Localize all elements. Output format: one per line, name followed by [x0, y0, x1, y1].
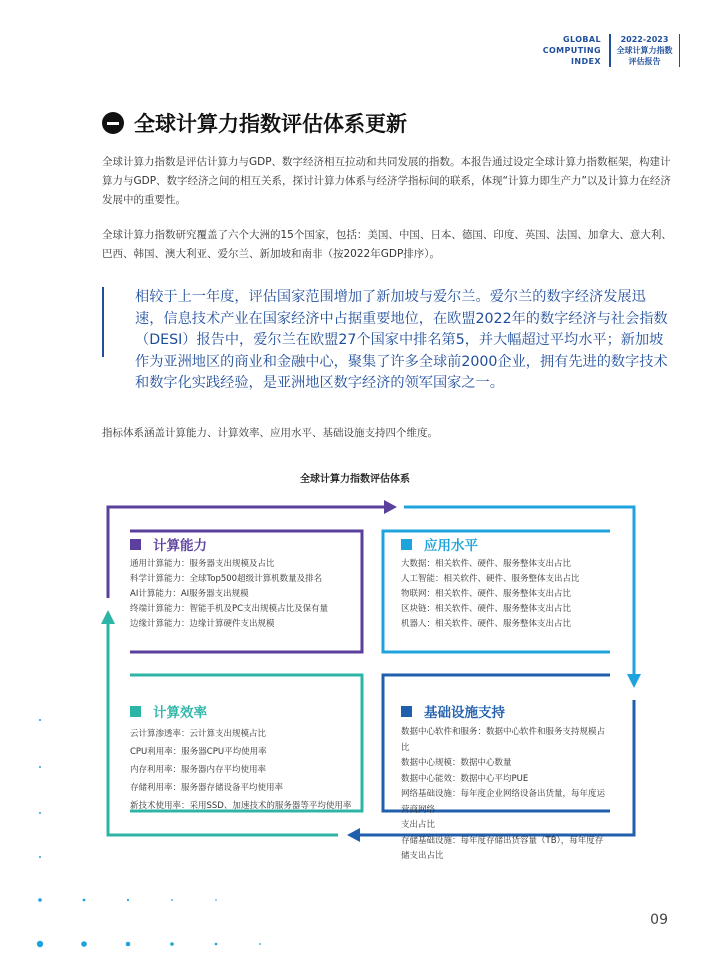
list-item: 新技术使用率：采用SSD、加速技术的服务器等平均使用率 — [130, 801, 352, 811]
list-item: 边缘计算能力：边缘计算硬件支出规模 — [130, 619, 275, 629]
quadrant-items-compute-capability — [130, 557, 355, 632]
list-item: 科学计算能力：全球Top500超级计算机数量及排名 — [130, 574, 323, 584]
quadrant-items-compute-efficiency — [130, 725, 355, 815]
square-icon — [130, 539, 141, 550]
header-line: 2022-2023 — [620, 35, 669, 44]
square-icon — [130, 706, 141, 717]
quadrant-items-application-level — [401, 557, 606, 632]
quadrant-title-infrastructure — [401, 701, 505, 721]
header-line: GLOBAL — [563, 35, 601, 44]
header-line: 评估报告 — [628, 57, 661, 66]
header-line: COMPUTING — [542, 46, 601, 55]
diagram-title: 全球计算力指数评估体系 — [300, 474, 410, 485]
list-item: AI计算能力：AI服务器支出规模 — [130, 589, 249, 599]
list-item: 支出占比 — [401, 820, 436, 830]
list-item: 数据中心能效：数据中心平均PUE — [401, 773, 529, 784]
list-item: 数据中心软件和服务：数据中心软件和服务支持规模占比 — [401, 727, 606, 753]
list-item: 物联网：相关软件、硬件、服务整体支出占比 — [401, 589, 572, 599]
square-icon — [401, 706, 412, 717]
header-line: 全球计算力指数 — [616, 46, 673, 55]
quadrant-title-text: 计算效率 — [153, 705, 207, 721]
list-item: 区块链：相关软件、硬件、服务整体支出占比 — [401, 604, 572, 614]
quadrant-title-compute-efficiency — [130, 701, 207, 721]
paragraph: 全球计算力指数是评估计算力与GDP、数字经济相互拉动和共同发展的指数。本报告通过设定全球计算力指数框架，构建计算力与GDP、数字经济之间的相互关系，探讨计算力体系与经济学指标间的联系，体现“计算力即生产力”以及计算力在经济发展中的重要性。 — [102, 156, 671, 206]
quadrant-title-text: 基础设施支持 — [424, 705, 505, 721]
list-item: 人工智能：相关软件、硬件、服务整体支出占比 — [401, 574, 580, 584]
list-item: 大数据：相关软件、硬件、服务整体支出占比 — [401, 559, 572, 569]
list-item: 机器人：相关软件、硬件、服务整体支出占比 — [401, 619, 572, 629]
list-item: 数据中心规模：数据中心数量 — [401, 758, 512, 768]
quote-text: 相较于上一年度，评估国家范围增加了新加坡与爱尔兰。爱尔兰的数字经济发展迅速，信息技术产业在国家经济中占据重要地位，在欧盟2022年的数字经济与社会指数（DESI）报告中，爱尔兰在欧盟27个国家中排名第5，并大幅超过平均水平；新加坡作为亚洲地区的商业和金融中心，聚集了许多全球前2000企业，拥有先进的数字技术和数字化实践经验，是亚洲地区数字经济的领军国家之一。 — [135, 289, 668, 391]
list-item: CPU利用率：服务器CPU平均使用率 — [130, 747, 267, 757]
quadrant-title-text: 计算能力 — [153, 538, 207, 554]
quadrant-title-text: 应用水平 — [424, 538, 478, 554]
list-item: 存储利用率：服务器存储设备平均使用率 — [130, 783, 284, 793]
quadrant-title-application-level — [401, 534, 478, 554]
header-line: INDEX — [571, 57, 601, 66]
purple-arrow-head — [384, 500, 397, 514]
list-item: 存储基础设施：每年度存储出货容量（TB），每年度存储支出占比 — [401, 835, 604, 861]
square-icon — [401, 539, 412, 550]
list-item: 终端计算能力：智能手机及PC支出规模占比及保有量 — [130, 604, 329, 614]
list-item: 内存利用率：服务器内存平均使用率 — [130, 765, 267, 775]
list-item: 网络基础设施：每年度企业网络设备出货量，每年度运营商网络 — [401, 789, 606, 815]
dimension-intro: 指标体系涵盖计算能力、计算效率、应用水平、基础设施支持四个维度。 — [102, 427, 438, 439]
list-item: 云计算渗透率：云计算支出规模占比 — [130, 729, 267, 739]
section-title-text: 全球计算力指数评估体系更新 — [134, 112, 407, 136]
page-number: 09 — [650, 912, 668, 928]
list-item: 通用计算能力：服务器支出规模及占比 — [130, 559, 275, 569]
quadrant-items-infrastructure — [401, 725, 606, 865]
teal-arrow-head — [101, 610, 115, 624]
sky-arrow-head — [627, 674, 641, 688]
paragraph: 全球计算力指数研究覆盖了六个大洲的15个国家，包括：美国、中国、日本、德国、印度、英国、法国、加拿大、意大利、巴西、韩国、澳大利亚、爱尔兰、新加坡和南非（按2022年GDP排序）。 — [102, 229, 672, 260]
quadrant-title-compute-capability — [130, 534, 207, 554]
navy-arrow-head — [347, 828, 360, 842]
